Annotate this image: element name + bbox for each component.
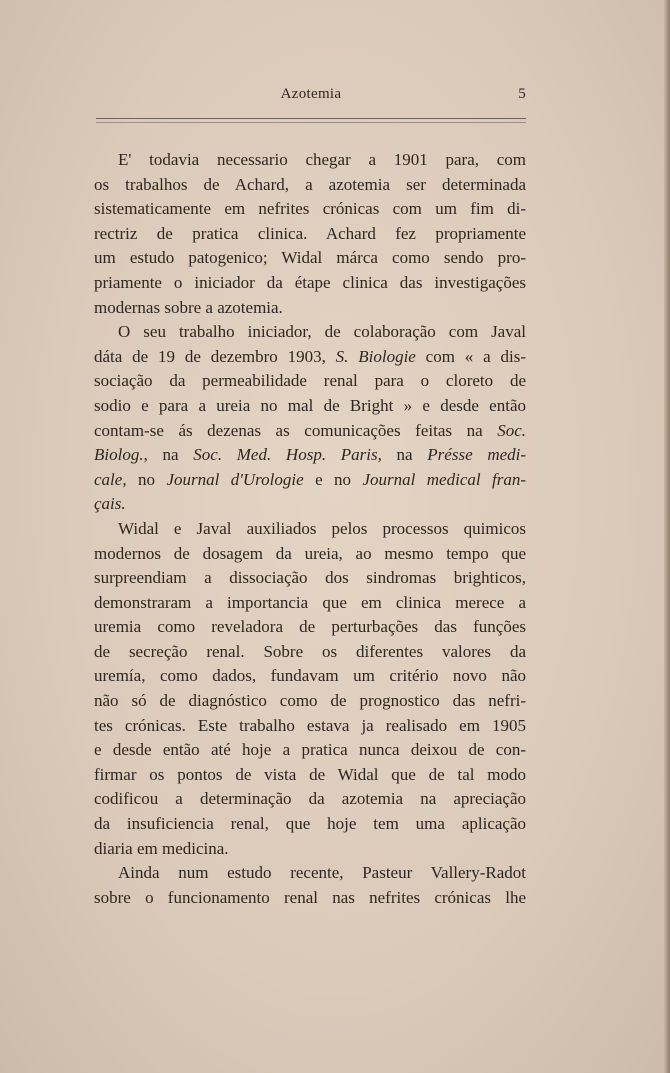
body-text bbox=[94, 148, 526, 910]
text-line: Ainda num estudo recente, Pasteur Vallery-Radot bbox=[118, 863, 526, 883]
text-line: de secreção renal. Sobre os diferentes valores da bbox=[94, 641, 526, 661]
text-line: tes crónicas. Este trabalho estava ja realisado em 1905 bbox=[94, 715, 526, 735]
italic-title: S. Biologie bbox=[335, 346, 416, 366]
text-line: da insuficiencia renal, que hoje tem uma aplicação bbox=[94, 814, 526, 834]
italic-title: cale, bbox=[94, 469, 127, 489]
text-line: priamente o iniciador da étape clinica das investigações bbox=[94, 272, 526, 292]
text-line: dáta de 19 de dezembro 1903, S. Biologie com « a dis- bbox=[94, 346, 526, 366]
italic-title: Soc. bbox=[497, 420, 526, 440]
text-line: contam-se ás dezenas as comunicações feitas na Soc. bbox=[94, 420, 526, 440]
text-line: sistematicamente em nefrites crónicas com um fim di- bbox=[94, 199, 526, 219]
text-line: uremía, como dados, fundavam um critério novo não bbox=[94, 666, 526, 686]
text-line: firmar os pontos de vista de Widal que de tal modo bbox=[94, 764, 526, 784]
italic-title: Journal d'Urologie bbox=[166, 469, 304, 489]
italic-title: çais. bbox=[94, 494, 126, 514]
text-line: O seu trabalho iniciador, de colaboração com Javal bbox=[118, 322, 526, 342]
italic-title: Biolog. bbox=[94, 445, 144, 465]
text-line: e desde então até hoje a pratica nunca deixou de con- bbox=[94, 740, 526, 760]
italic-title: Présse medi- bbox=[427, 445, 527, 465]
text-line: não só de diagnóstico como de prognostico das nefri- bbox=[94, 691, 526, 711]
text-line: Widal e Javal auxiliados pelos processos quimicos bbox=[118, 518, 526, 538]
text-line: os trabalhos de Achard, a azotemia ser determinada bbox=[94, 174, 526, 194]
text-line: codificou a determinação da azotemia na apreciação bbox=[94, 789, 526, 809]
text-line: E' todavia necessario chegar a 1901 para, com bbox=[118, 150, 526, 169]
text-line: sodio e para a ureia no mal de Bright » e desde então bbox=[94, 395, 526, 415]
text-line: rectriz de pratica clinica. Achard fez propriamente bbox=[94, 223, 526, 243]
text-line: um estudo patogenico; Widal márca como sendo pro- bbox=[94, 248, 526, 268]
text-line: sobre o funcionamento renal nas nefrites crónicas lhe bbox=[94, 887, 526, 907]
text-line: cale, no Journal d'Urologie e no Journal medical fran- bbox=[94, 469, 527, 489]
header-rule-secondary bbox=[96, 122, 526, 123]
text-line: modernas sobre a azotemia. bbox=[94, 297, 283, 317]
text-line: modernos de dosagem da ureia, ao mesmo tempo que bbox=[94, 543, 526, 563]
text-line bbox=[94, 492, 526, 517]
text-line: Biolog., na Soc. Med. Hosp. Paris, na Présse medi- bbox=[94, 445, 527, 465]
page-number: 5 bbox=[518, 86, 526, 102]
text-line: surpreendiam a dissociação dos sindromas brighticos, bbox=[94, 568, 526, 588]
running-header bbox=[96, 86, 526, 108]
header-rule bbox=[96, 118, 526, 119]
page-edge bbox=[664, 0, 670, 1073]
italic-title: Soc. Med. Hosp. Paris, bbox=[193, 445, 382, 465]
italic-title: Journal medical fran- bbox=[362, 469, 527, 489]
header-title: Azotemia bbox=[280, 86, 342, 102]
text-line: demonstraram a importancia que em clinica merece a bbox=[94, 592, 526, 612]
text-line: sociação da permeabilidade renal para o cloreto de bbox=[94, 371, 526, 391]
text-line: diaria em medicina. bbox=[94, 838, 229, 858]
text-line: uremia como reveladora de perturbações das funções bbox=[94, 617, 526, 637]
